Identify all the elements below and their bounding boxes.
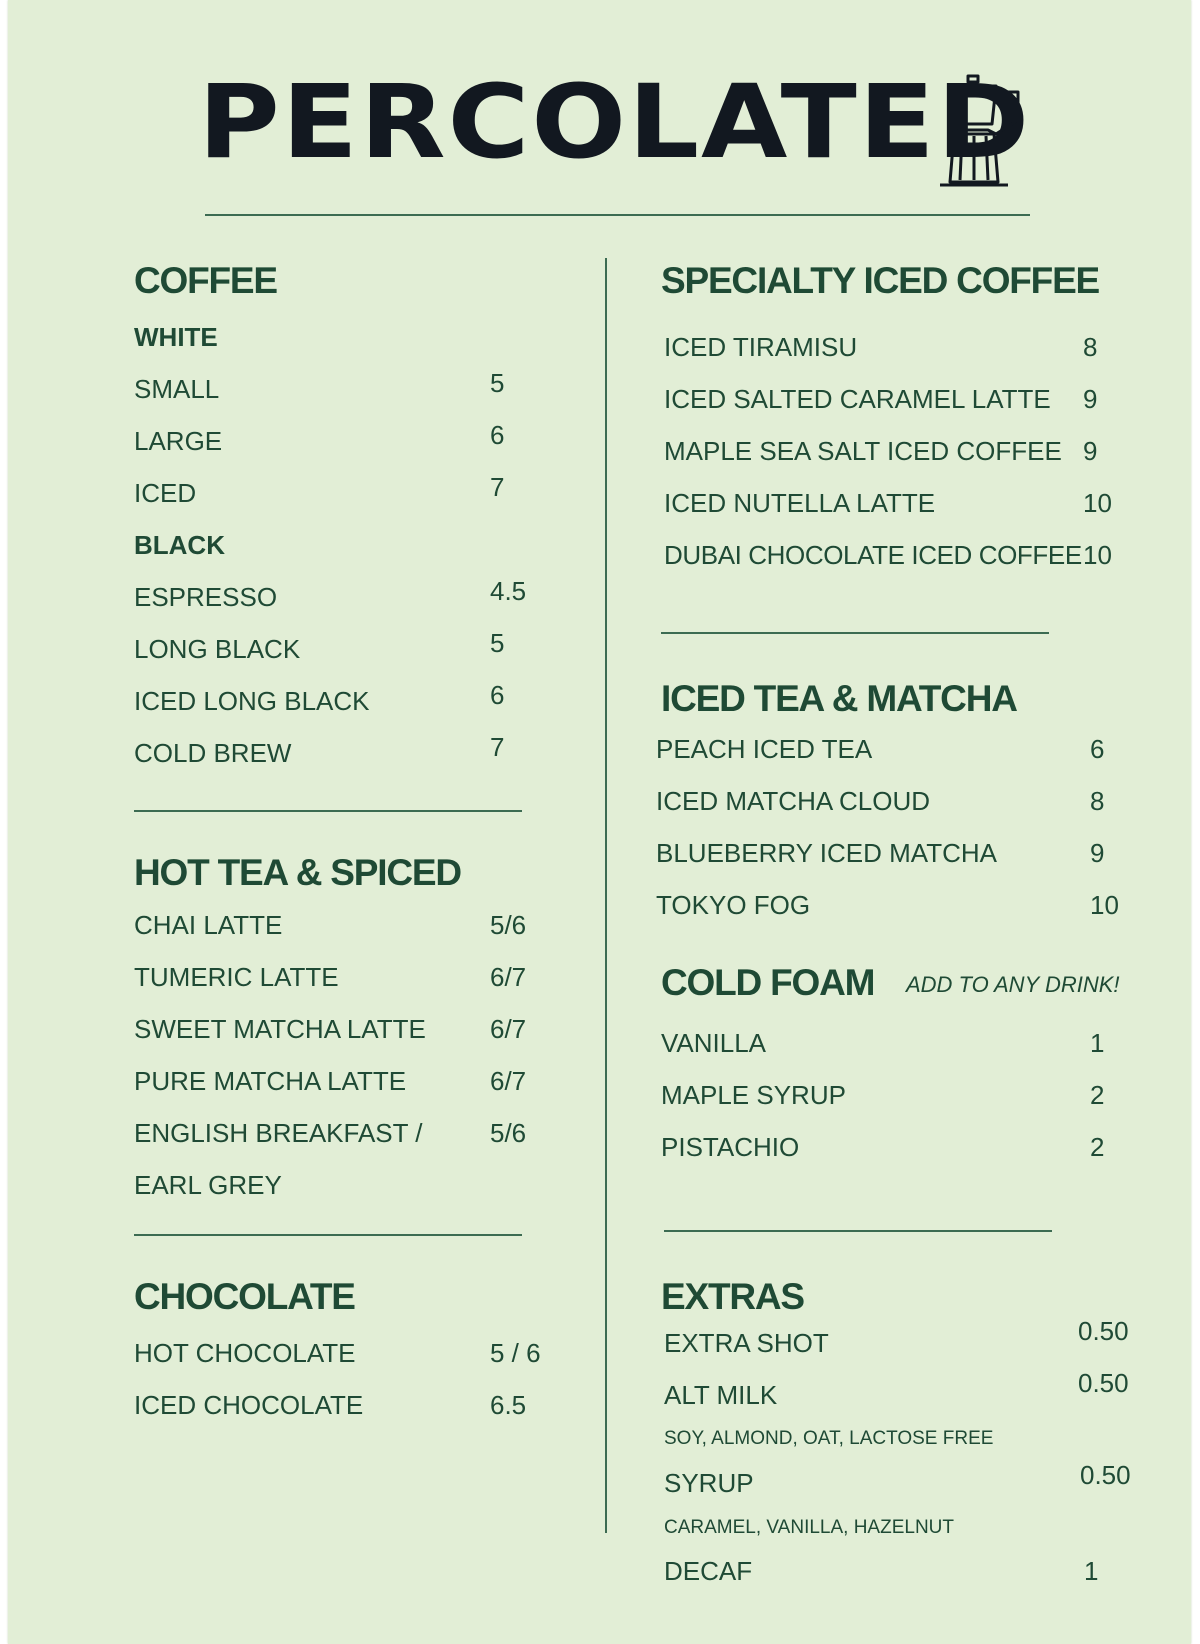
- brand-logo-text: PERCOLATED: [198, 63, 1032, 182]
- section-title-chocolate: CHOCOLATE: [134, 1276, 355, 1317]
- menu-item-price: 5/6: [490, 910, 527, 940]
- menu-item-name: TUMERIC LATTE: [134, 962, 339, 992]
- menu-item-name: VANILLA: [661, 1028, 767, 1058]
- menu-item-name: HOT CHOCOLATE: [134, 1338, 356, 1368]
- menu-item-price: 2: [1090, 1132, 1105, 1162]
- menu-item-name: LONG BLACK: [134, 634, 301, 664]
- menu-item-name: DUBAI CHOCOLATE ICED COFFEE: [664, 540, 1082, 570]
- menu-item-price: 6: [490, 420, 505, 450]
- menu-item-price: 1: [1090, 1028, 1105, 1058]
- menu-item-price: 4.5: [490, 576, 527, 606]
- section-divider: [134, 810, 522, 812]
- menu-page: [8, 0, 1191, 1644]
- menu-item-price: 0.50: [1078, 1368, 1129, 1398]
- menu-item-name: ICED MATCHA CLOUD: [656, 786, 930, 816]
- menu-item-price: 10: [1090, 890, 1119, 920]
- menu-item-name: ICED SALTED CARAMEL LATTE: [664, 384, 1051, 414]
- section-title-iced-tea-matcha: ICED TEA & MATCHA: [661, 678, 1017, 719]
- menu-item-name: COLD BREW: [134, 738, 292, 768]
- menu-item-name: SWEET MATCHA LATTE: [134, 1014, 426, 1044]
- menu-item-price: 0.50: [1080, 1460, 1131, 1490]
- menu-item-price: 5 / 6: [490, 1338, 541, 1368]
- section-title-cold-foam: COLD FOAM: [661, 962, 875, 1003]
- menu-item-price: 0.50: [1078, 1316, 1129, 1346]
- menu-item-price: 10: [1083, 540, 1112, 570]
- section-divider: [664, 1230, 1052, 1232]
- menu-item-note: SOY, ALMOND, OAT, LACTOSE FREE: [664, 1428, 994, 1449]
- menu-item-price: 6: [1090, 734, 1105, 764]
- menu-item-name: ICED TIRAMISU: [664, 332, 858, 362]
- menu-item-name: PEACH ICED TEA: [656, 734, 873, 764]
- subsection-title-black: BLACK: [134, 530, 225, 560]
- menu-item-price: 6/7: [490, 1014, 527, 1044]
- menu-item-name: DECAF: [664, 1556, 753, 1586]
- menu-item-price: 5: [490, 368, 505, 398]
- menu-item-name: SMALL: [134, 374, 220, 404]
- menu-item-price: 5/6: [490, 1118, 527, 1148]
- menu-item-name: ICED CHOCOLATE: [134, 1390, 364, 1420]
- menu-item-name: ICED NUTELLA LATTE: [664, 488, 936, 518]
- menu-item-price: 8: [1090, 786, 1105, 816]
- menu-item-price: 6/7: [490, 962, 527, 992]
- menu-item-name: MAPLE SYRUP: [661, 1080, 846, 1110]
- menu-item-price: 8: [1083, 332, 1098, 362]
- menu-item-price: 6/7: [490, 1066, 527, 1096]
- menu-item-name: EARL GREY: [134, 1170, 282, 1200]
- section-title-hot-tea: HOT TEA & SPICED: [134, 852, 461, 893]
- cold-foam-tagline: ADD TO ANY DRINK!: [906, 972, 1120, 997]
- menu-item-name: ESPRESSO: [134, 582, 278, 612]
- section-divider: [134, 1234, 522, 1236]
- menu-item-name: EXTRA SHOT: [664, 1328, 829, 1358]
- menu-item-note: CARAMEL, VANILLA, HAZELNUT: [664, 1517, 955, 1538]
- menu-item-name: MAPLE SEA SALT ICED COFFEE: [664, 436, 1062, 466]
- section-title-specialty-iced-coffee: SPECIALTY ICED COFFEE: [661, 260, 1100, 301]
- menu-item-price: 9: [1090, 838, 1105, 868]
- menu-item-name: PISTACHIO: [661, 1132, 800, 1162]
- menu-item-price: 2: [1090, 1080, 1105, 1110]
- header-divider: [205, 214, 1030, 216]
- menu-item-price: 9: [1083, 436, 1098, 466]
- moka-pot-icon: [934, 74, 1030, 188]
- menu-item-name: ALT MILK: [664, 1380, 778, 1410]
- section-title-coffee: COFFEE: [134, 260, 277, 301]
- menu-item-name: ENGLISH BREAKFAST /: [134, 1118, 423, 1148]
- menu-item-price: 1: [1084, 1556, 1099, 1586]
- menu-item-name: SYRUP: [664, 1468, 754, 1498]
- menu-item-price: 10: [1083, 488, 1112, 518]
- menu-item-name: LARGE: [134, 426, 223, 456]
- menu-item-name: CHAI LATTE: [134, 910, 283, 940]
- menu-item-price: 7: [490, 732, 505, 762]
- column-divider: [605, 258, 607, 1533]
- section-title-extras: EXTRAS: [661, 1276, 804, 1317]
- menu-item-price: 7: [490, 472, 505, 502]
- menu-item-name: PURE MATCHA LATTE: [134, 1066, 407, 1096]
- menu-item-price: 9: [1083, 384, 1098, 414]
- menu-item-price: 5: [490, 628, 505, 658]
- subsection-title-white: WHITE: [134, 322, 218, 352]
- menu-item-name: ICED: [134, 478, 197, 508]
- menu-item-name: TOKYO FOG: [656, 890, 811, 920]
- menu-item-name: ICED LONG BLACK: [134, 686, 370, 716]
- section-divider: [661, 632, 1049, 634]
- menu-item-name: BLUEBERRY ICED MATCHA: [656, 838, 997, 868]
- menu-item-price: 6: [490, 680, 505, 710]
- menu-item-price: 6.5: [490, 1390, 527, 1420]
- menu-header: [198, 63, 1038, 192]
